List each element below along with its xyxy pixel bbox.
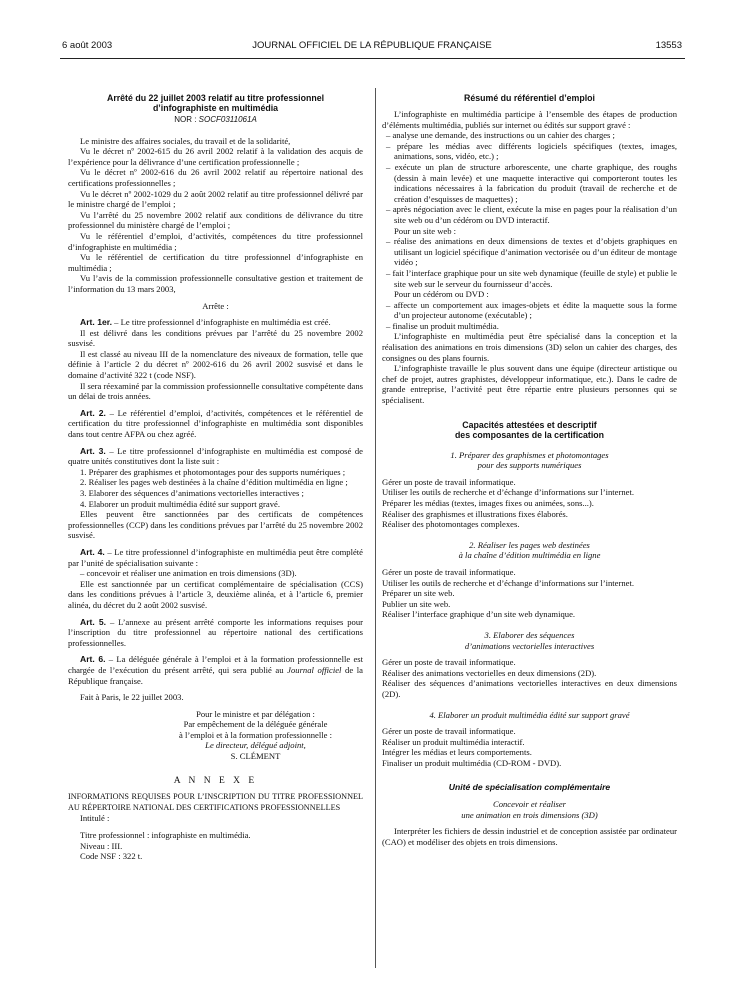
- article-6-text: – La déléguée générale à l’emploi et à la formation professionnelle est chargée de l’exécution du présent arrêté, qui sera publié au: [68, 654, 363, 675]
- capacity-item: Préparer les médias (textes, images fixes ou animées, sons...).: [382, 498, 594, 508]
- article-3: [68, 446, 363, 467]
- capacity-item: Intégrer les médias et leurs comportements.: [382, 747, 532, 758]
- visa-paragraph: Le ministre des affaires sociales, du travail et de la solidarité,: [80, 135, 291, 146]
- article-3-unit-item: 3. Elaborer des séquences d’animations vectorielles interactives ;: [80, 488, 304, 498]
- column-divider: [375, 88, 376, 968]
- unit-1-title: [382, 450, 677, 471]
- signature-line1: Pour le ministre et par délégation :: [196, 708, 315, 719]
- resume-title: Résumé du référentiel d’emploi: [463, 93, 595, 103]
- visa-paragraph: Vu l’avis de la commission professionnelle consultative gestion et traitement de l’information du 13 mars 2003,: [68, 273, 363, 294]
- header-page-number: 13553: [655, 40, 682, 51]
- capacity-item: Utiliser les outils de recherche et d’échange d’informations sur l’internet.: [382, 487, 634, 498]
- nor-label: NOR :: [174, 115, 199, 124]
- unit-2-title-line1: 2. Réaliser les pages web destinées: [469, 539, 590, 550]
- header-journal-title: JOURNAL OFFICIEL DE LA RÉPUBLIQUE FRANÇAISE: [252, 40, 492, 51]
- article-1-text: – Le titre professionnel d’infographiste en multimédia est créé.: [112, 317, 331, 328]
- article-6-end: de la République française.: [68, 664, 363, 686]
- specialisation-subtitle-line2: une animation en trois dimensions (3D): [461, 809, 598, 820]
- header-rule: [60, 58, 685, 59]
- capacity-item: Gérer un poste de travail informatique.: [382, 657, 516, 668]
- right-column: [382, 93, 677, 847]
- article-3-text: – Le titre professionnel d’infographiste en multimédia est composé de quatre unités constitutives dont la liste suit :: [68, 445, 363, 467]
- visa-paragraph: Vu le référentiel d’emploi, d’activités, compétences du titre professionnel d’infographiste en multimédia ;: [68, 230, 363, 252]
- specialisation-unit-title: Unité de spécialisation complémentaire: [448, 782, 611, 793]
- decree-title-line2: d’infographiste en multimédia: [152, 103, 279, 113]
- article-5: [68, 617, 363, 649]
- web-intro: Pour un site web :: [394, 225, 457, 236]
- capacity-item: Gérer un poste de travail informatique.: [382, 726, 516, 737]
- capacity-item: Utiliser les outils de recherche et d’échange d’informations sur l’internet.: [382, 577, 634, 588]
- article-4-text: – Le titre professionnel d’infographiste en multimédia peut être complété par l’unité de spécialisation suivante :: [68, 546, 363, 568]
- specialisation-text: Interpréter les fichiers de dessin industriel et de conception assistée par ordinateur (CAO) et modéliser des objets en trois dimensions.: [382, 826, 677, 847]
- specialisation-subtitle: [382, 799, 677, 820]
- capacites-title: [382, 420, 677, 440]
- unit-3-title-line2: d’animations vectorielles interactives: [464, 640, 595, 651]
- visa-paragraph: Vu le décret nº 2002-615 du 26 avril 2002 relatif à la validation des acquis de l’expérience pour la délivrance d’une certification professionnelle ;: [68, 146, 363, 167]
- article-3-unit-item: 4. Elaborer un produit multimédia édité sur support gravé.: [80, 498, 280, 509]
- web-items-list: [382, 236, 677, 289]
- capacity-item: Gérer un poste de travail informatique.: [382, 476, 516, 487]
- article-6: [68, 654, 363, 686]
- signature-line4: Le directeur, délégué adjoint,: [205, 740, 306, 751]
- article-4-para2: Elle est sanctionnée par un certificat complémentaire de spécialisation (CCS) dans les conditions prévues à l’article 3, deuxième alinéa, et à l’article 6, premier alinéa, du décret du 2 août 2002 susvisé.: [68, 578, 363, 610]
- capacity-item: Réaliser des animations vectorielles en deux dimensions (2D).: [382, 667, 597, 678]
- unit-2-title-line2: à la chaîne d’édition multimédia en ligne: [458, 550, 601, 561]
- web-item: – réalise des animations en deux dimensions de textes et d’objets graphiques en utilisant un logiciel spécifique d’animation vectorisée ou d’un éditeur de montage vidéo ;: [386, 236, 677, 268]
- capacity-item: Réaliser des graphismes et illustrations fixes élaborés.: [382, 508, 568, 519]
- unit-1-title-line2: pour des supports numériques: [477, 460, 582, 471]
- article-1-para4: Il sera réexaminé par la commission professionnelle consultative compétente dans un délai de trois années.: [68, 380, 363, 402]
- titre-professionnel: Titre professionnel : infographiste en multimédia.: [80, 830, 251, 841]
- visa-paragraph: Vu l’arrêté du 25 novembre 2002 relatif aux conditions de délivrance du titre professionnel du ministère chargé de l’emploi ;: [68, 209, 363, 231]
- cd-items-list: [382, 300, 677, 332]
- resume-item: – après négociation avec le client, exécute la mise en pages pour la réalisation d’un site web ou d’un cédérom ou DVD interactif.: [386, 204, 677, 225]
- visas-list: [68, 136, 363, 295]
- unit-4-capacities: [382, 726, 677, 768]
- web-item: – fait l’interface graphique pour un site web dynamique (feuille de style) et publie le site web sur le serveur du fournisseur d’accès.: [386, 267, 677, 289]
- decree-title: [68, 93, 363, 113]
- niveau: Niveau : III.: [80, 840, 123, 851]
- unit-2-capacities: [382, 567, 677, 620]
- capacity-item: Finaliser un produit multimédia (CD-ROM - DVD).: [382, 757, 562, 768]
- annexe-heading: A N N E X E: [173, 775, 258, 786]
- article-3-label: Art. 3.: [80, 445, 106, 456]
- cd-intro: Pour un cédérom ou DVD :: [394, 289, 489, 300]
- unit-3-capacities: [382, 657, 677, 699]
- resume-items-list: [382, 130, 677, 225]
- article-3-para2: Elles peuvent être sanctionnées par des certificats de compétences professionnelles (CCP) dans les conditions prévues par l’arrêté du 25 novembre 2002 susvisé.: [68, 509, 363, 541]
- signature-name: S. CLÉMENT: [230, 751, 281, 762]
- article-1-para2: Il est délivré dans les conditions prévues par l’arrêté du 25 novembre 2002 susvisé.: [68, 327, 363, 349]
- nor-reference: [68, 115, 363, 126]
- visa-paragraph: Vu le référentiel de certification du titre professionnel d’infographiste en multimédia ;: [68, 252, 363, 273]
- resume-item: – analyse une demande, des instructions ou un cahier des charges ;: [386, 130, 615, 141]
- article-3-unit-item: 2. Réaliser les pages web destinées à la chaîne d’édition multimédia en ligne ;: [80, 477, 348, 488]
- article-2-text: – Le référentiel d’emploi, d’activités, compétences et le référentiel de certification du titre professionnel d’infographiste en multimédia sont disponibles dans tout centre AFPA ou chez agréé.: [68, 407, 363, 440]
- header-date: 6 août 2003: [62, 40, 113, 51]
- article-4-item: – concevoir et réaliser une animation en trois dimensions (3D).: [80, 568, 297, 579]
- code-nsf: Code NSF : 322 t.: [80, 851, 143, 862]
- decree-title-line1: Arrêté du 22 juillet 2003 relatif au titre professionnel: [106, 93, 325, 103]
- capacity-item: Préparer un site web.: [382, 588, 455, 599]
- unit-1-capacities: [382, 477, 677, 530]
- left-column: [68, 93, 363, 862]
- resume-intro: L’infographiste en multimédia participe à l’ensemble des étapes de production d’éléments multimédia, publiés sur internet ou édités sur support gravé :: [382, 109, 677, 130]
- article-4-label: Art. 4.: [80, 546, 105, 557]
- cd-item: – finalise un produit multimédia.: [386, 320, 499, 331]
- intitule-label: Intitulé :: [80, 813, 110, 824]
- capacity-item: Gérer un poste de travail informatique.: [382, 566, 516, 577]
- article-3-unit-item: 1. Préparer des graphismes et photomontages pour des supports numériques ;: [80, 466, 346, 477]
- article-1-para3: Il est classé au niveau III de la nomenclature des niveaux de formation, telle que définie à l’article 2 du décret nº 2002-616 du 26 avril 2002 susvisé et dans le domaine d’activité 322 t (code NSF).: [68, 348, 363, 381]
- arrete-line: Arrête :: [202, 300, 229, 311]
- specialisation-subtitle-line1: Concevoir et réaliser: [492, 799, 567, 810]
- resume-item: – exécute un plan de structure arborescente, une charte graphique, des roughs (dessin à main levée) et une maquette interactive qui comporteront toutes les indications nécessaires à la fabrication du produit (travail de recherche et de création d’esquisses de maquettes) ;: [386, 161, 677, 204]
- article-2-label: Art. 2.: [80, 407, 106, 418]
- unit-4-title: 4. Elaborer un produit multimédia édité sur support gravé: [429, 709, 630, 720]
- visa-paragraph: Vu le décret nº 2002-1029 du 2 août 2002 relatif au titre professionnel délivré par le ministre chargé de l’emploi ;: [68, 188, 363, 210]
- capacites-title-line1: Capacités attestées et descriptif: [462, 419, 597, 430]
- unit-3-title-line1: 3. Elaborer des séquences: [484, 629, 575, 640]
- article-6-label: Art. 6.: [80, 654, 106, 665]
- signature-line2: Par empêchement de la déléguée générale: [183, 719, 328, 730]
- signature-line3: à l’emploi et à la formation professionnelle :: [179, 729, 332, 740]
- nor-code: SOCF0311061A: [198, 115, 257, 124]
- fait-a-paris: Fait à Paris, le 22 juillet 2003.: [80, 692, 184, 703]
- article-4: [68, 547, 363, 568]
- capacity-item: Réaliser l’interface graphique d’un site web dynamique.: [382, 609, 576, 620]
- journal-officiel-italic: Journal officiel: [287, 664, 342, 675]
- unit-3-title: [382, 630, 677, 651]
- capacity-item: Réaliser des photomontages complexes.: [382, 519, 520, 530]
- annexe-info-title: INFORMATIONS REQUISES POUR L’INSCRIPTION DU TITRE PROFESSIONNEL AU RÉPERTOIRE NATIONAL DES CERTIFICATIONS PROFESSIONNELLES: [68, 792, 363, 812]
- article-2: [68, 408, 363, 440]
- capacites-title-line2: des composantes de la certification: [454, 429, 605, 440]
- article-1-label: Art. 1er.: [80, 317, 113, 328]
- page-header: [62, 40, 682, 54]
- unit-1-title-line1: 1. Préparer des graphismes et photomontages: [450, 449, 609, 460]
- cd-item: – affecte un comportement aux images-objets et édite la maquette sous la forme d’un projecteur autonome (exécutable) ;: [386, 299, 677, 321]
- capacity-item: Réaliser des séquences d’animations vectorielles interactives en deux dimensions (2D).: [382, 678, 677, 699]
- article-3-units-list: [68, 467, 363, 509]
- article-5-label: Art. 5.: [80, 616, 107, 627]
- unit-2-title: [382, 540, 677, 561]
- article-1: [68, 317, 363, 328]
- visa-paragraph: Vu le décret nº 2002-616 du 26 avril 2002 relatif au répertoire national des certifications professionnelles ;: [68, 167, 363, 188]
- resume-item: – prépare les médias avec différents logiciels spécifiques (textes, images, animations, sons, vidéo, etc.) ;: [386, 140, 677, 162]
- capacity-item: Réaliser un produit multimédia interactif.: [382, 736, 525, 747]
- article-5-text: – L’annexe au présent arrêté comporte les informations requises pour l’inscription du titre professionnel au répertoire national des certifications professionnelles.: [68, 616, 363, 648]
- specialisation-paragraph: L’infographiste en multimédia peut être spécialisé dans la conception et la réalisation des animations en trois dimensions (3D) selon un cahier des charges, des consignes ou des plans fournis.: [382, 331, 677, 363]
- capacity-item: Publier un site web.: [382, 598, 451, 609]
- team-paragraph: L’infographiste travaille le plus souvent dans une équipe (directeur artistique ou chef de projet, autres graphistes, développeur informatique, etc.). Dans le cadre de grande entreprise, l’activité peut être répartie entre plusieurs personnes qui se spécialisent.: [382, 363, 677, 406]
